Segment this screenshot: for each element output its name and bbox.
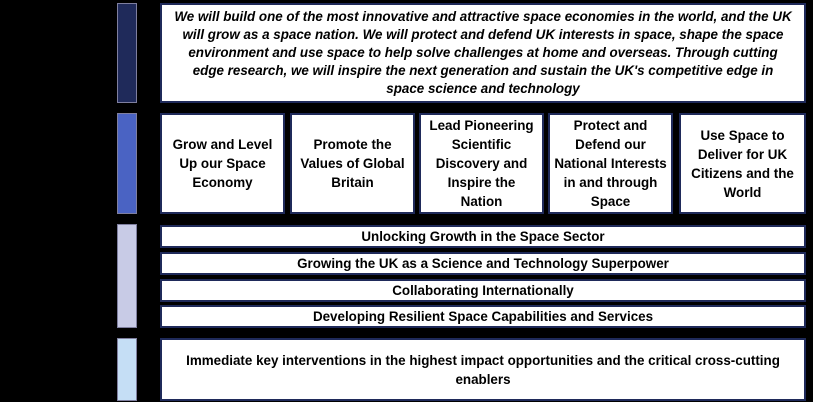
goal-text: Promote the Values of Global Britain [300, 137, 405, 190]
goal-box-5 [679, 113, 806, 214]
goal-box-2 [290, 113, 415, 214]
pillar-row-3 [160, 279, 806, 302]
vision-level-bar [117, 3, 137, 103]
pillar-row-2 [160, 252, 806, 275]
interventions-box [160, 338, 806, 401]
goal-box-3 [419, 113, 544, 214]
vision-statement-text: We will build one of the most innovative and attractive space economies in the world, and the UK will grow as a space nation. We will protect and defend UK interests in space, shape the space environment and use space to help solve challenges at home and overseas. Through cutting edge research, we will inspire the next generation and sustain the UK's competitive edge in space science and technology [174, 9, 792, 96]
pillar-text: Collaborating Internationally [392, 283, 574, 298]
pillar-row-1 [160, 225, 806, 248]
pillar-row-4 [160, 305, 806, 328]
goal-box-4 [548, 113, 673, 214]
goal-text: Lead Pioneering Scientific Discovery and Inspire the Nation [429, 118, 534, 209]
goal-text: Protect and Defend our National Interests in and through Space [554, 118, 667, 209]
pillar-text: Unlocking Growth in the Space Sector [361, 229, 605, 244]
interventions-level-bar [117, 338, 137, 401]
goal-box-1 [160, 113, 285, 214]
pillar-text: Growing the UK as a Science and Technology Superpower [297, 256, 669, 271]
goal-text: Use Space to Deliver for UK Citizens and the World [691, 127, 794, 200]
vision-statement-box [160, 3, 806, 103]
goal-text: Grow and Level Up our Space Economy [172, 137, 273, 190]
pillars-level-bar [117, 224, 137, 328]
pillar-text: Developing Resilient Space Capabilities and Services [312, 309, 654, 324]
interventions-text: Immediate key interventions in the highest impact opportunities and the critical cross-cutting enablers [186, 352, 780, 387]
goals-level-bar [117, 113, 137, 214]
